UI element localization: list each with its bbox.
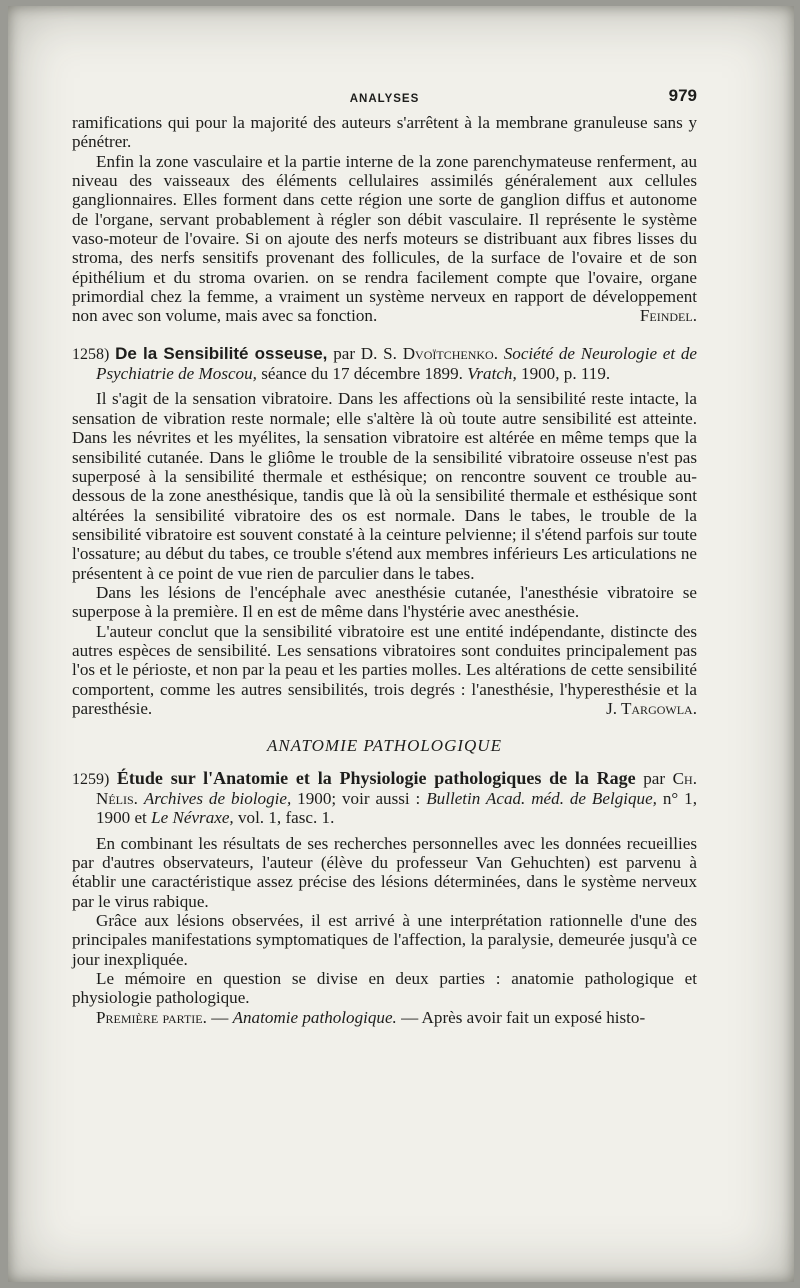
paragraph-9-dash: — [211, 1007, 229, 1027]
paragraph-3: Il s'agit de la sensation vibratoire. Dans les affections où la sensibilité reste intacte, la sensation de vibration reste normale; elle s'altère là où toute autre sensibilité est atteinte. Dans les névrites et les myélites, la sensation vibratoire est altérée en même temps que la sensibilité cutanée. Dans le gliôme le trouble de la sensibilité vibratoire osseuse n'est pas superposé à la sensibilité thermale et esthésique; on rencontre souvent ce trouble au-dessous de la zone anesthésique, tandis que là où la sensibilité thermale et esthésique sont altérées la sensibilité vibratoire des os est normale. Dans le tabes, le trouble de la sensibilité vibratoire est souvent constaté à la ceinture pelvienne; il s'étend parfois sur toute l'ossature; au début du tabes, ce trouble s'étend aux membres inférieurs Les articulations ne présentent à ce point de vue rien de parculier dans le tabes. [72, 389, 697, 583]
paragraph-9 [72, 1008, 697, 1027]
page-number: 979 [668, 86, 697, 105]
entry-1258-title: De la Sensibilité osseuse, [115, 343, 328, 363]
entry-1259-details-3: vol. 1, fasc. 1. [237, 808, 335, 828]
entry-1259-details-2: n° 1, 1900 et [96, 789, 697, 828]
section-heading: ANATOMIE PATHOLOGIQUE [267, 736, 502, 756]
paragraph-9-italic: Anatomie pathologique. [232, 1007, 397, 1027]
running-header-title: ANALYSES [349, 93, 420, 105]
entry-1258-ref-details: 1900, p. 119. [521, 364, 611, 384]
paragraph-2 [72, 152, 697, 326]
entry-1259-nevraxe: Le Névraxe, [151, 808, 234, 828]
paragraph-4: Dans les lésions de l'encéphale avec anesthésie cutanée, l'anesthésie vibratoire se superpose à la première. Il en est de même dans l'hystérie avec anesthésie. [72, 582, 697, 622]
entry-1258-journal: Société de Neurologie et de Psychiatrie de Moscou, [96, 343, 698, 384]
entry-1258-author-prefix: par D. S. [333, 343, 397, 363]
entry-1258-author: Dvoïtchenko. [402, 343, 498, 363]
entry-1258-session: séance du 17 décembre 1899. [261, 364, 463, 384]
scanned-page [8, 6, 794, 1282]
entry-1259-details-1: 1900; voir aussi : [297, 789, 421, 808]
paragraph-9-text: — Après avoir fait un exposé histo- [401, 1007, 646, 1027]
paragraph-9-label: Première partie. [96, 1007, 207, 1027]
paragraph-2-text: Enfin la zone vasculaire et la partie interne de la zone parenchymateuse renferment, au niveau des vaisseaux des éléments cellulaires assimilés généralement aux cellules ganglionnaires. Elles forment dans cette région une sorte de ganglion diffus et autonome de l'organe, servant probablement à régler son débit vasculaire. Il représente le système vaso-moteur de l'ovaire. Si on ajoute des nerfs moteurs se distribuant aux fibres lisses du stroma, des nerfs sensitifs provenant des follicules, de la surface de l'ovaire et de son épithélium et du stroma ovarien. on se rendra facilement compte que l'ovaire, organe primordial chez la femme, a vraiment un système nerveux en rapport de développement non avec son volume, mais avec sa fonction. [72, 151, 697, 326]
paragraph-5-text: L'auteur conclut que la sensibilité vibratoire est une entité indépendante, distincte des autres espèces de sensibilité. Les sensations vibratoires sont conduites principalement pas l'os et le périoste, et non par la peau et les parties molles. Les altérations de cette sensibilité comportent, comme les autres sensibilités, trois degrés : l'anesthésie, l'hyperesthésie et la paresthésie. [72, 621, 697, 718]
entry-1259-author: Ch. Nélis. [96, 768, 697, 808]
entry-1259-author-prefix: par [643, 768, 666, 788]
entry-1259-bulletin: Bulletin Acad. méd. de Belgique, [426, 789, 657, 808]
paragraph-6: En combinant les résultats de ses recherches personnelles avec les données recueillies par d'autres observateurs, l'auteur (élève du professeur Van Gehuchten) est parvenu à établir une caractéristique assez précise des lésions déterminées, dans le système nerveux par le virus rabique. [72, 833, 697, 911]
entry-1259-number: 1259) [72, 770, 110, 788]
signature-feindel: Feindel. [639, 306, 697, 326]
page-content [72, 86, 697, 1027]
paragraph-8: Le mémoire en question se divise en deux parties : anatomie pathologique et physiologie pathologique. [72, 969, 697, 1008]
paragraph-1: ramifications qui pour la majorité des auteurs s'arrêtent à la membrane granuleuse sans y pénétrer. [72, 113, 697, 152]
entry-1258-number: 1258) [72, 345, 110, 363]
entry-1259-title: Étude sur l'Anatomie et la Physiologie pathologiques de la Rage [116, 767, 636, 788]
signature-targowla: J. Targowla. [606, 698, 697, 718]
entry-1259-journal: Archives de biologie, [143, 789, 292, 808]
entry-1258-ref-journal: Vratch, [467, 364, 517, 384]
paragraph-5 [72, 622, 697, 719]
entry-1259-heading [72, 769, 697, 828]
paragraph-7: Grâce aux lésions observées, il est arrivé à une interprétation rationnelle d'une des principales manifestations symptomatiques de l'affection, la paralysie, demeurée jusqu'à ce jour inexpliquée. [72, 911, 697, 969]
running-header [72, 86, 697, 113]
entry-1258-heading [72, 344, 697, 384]
